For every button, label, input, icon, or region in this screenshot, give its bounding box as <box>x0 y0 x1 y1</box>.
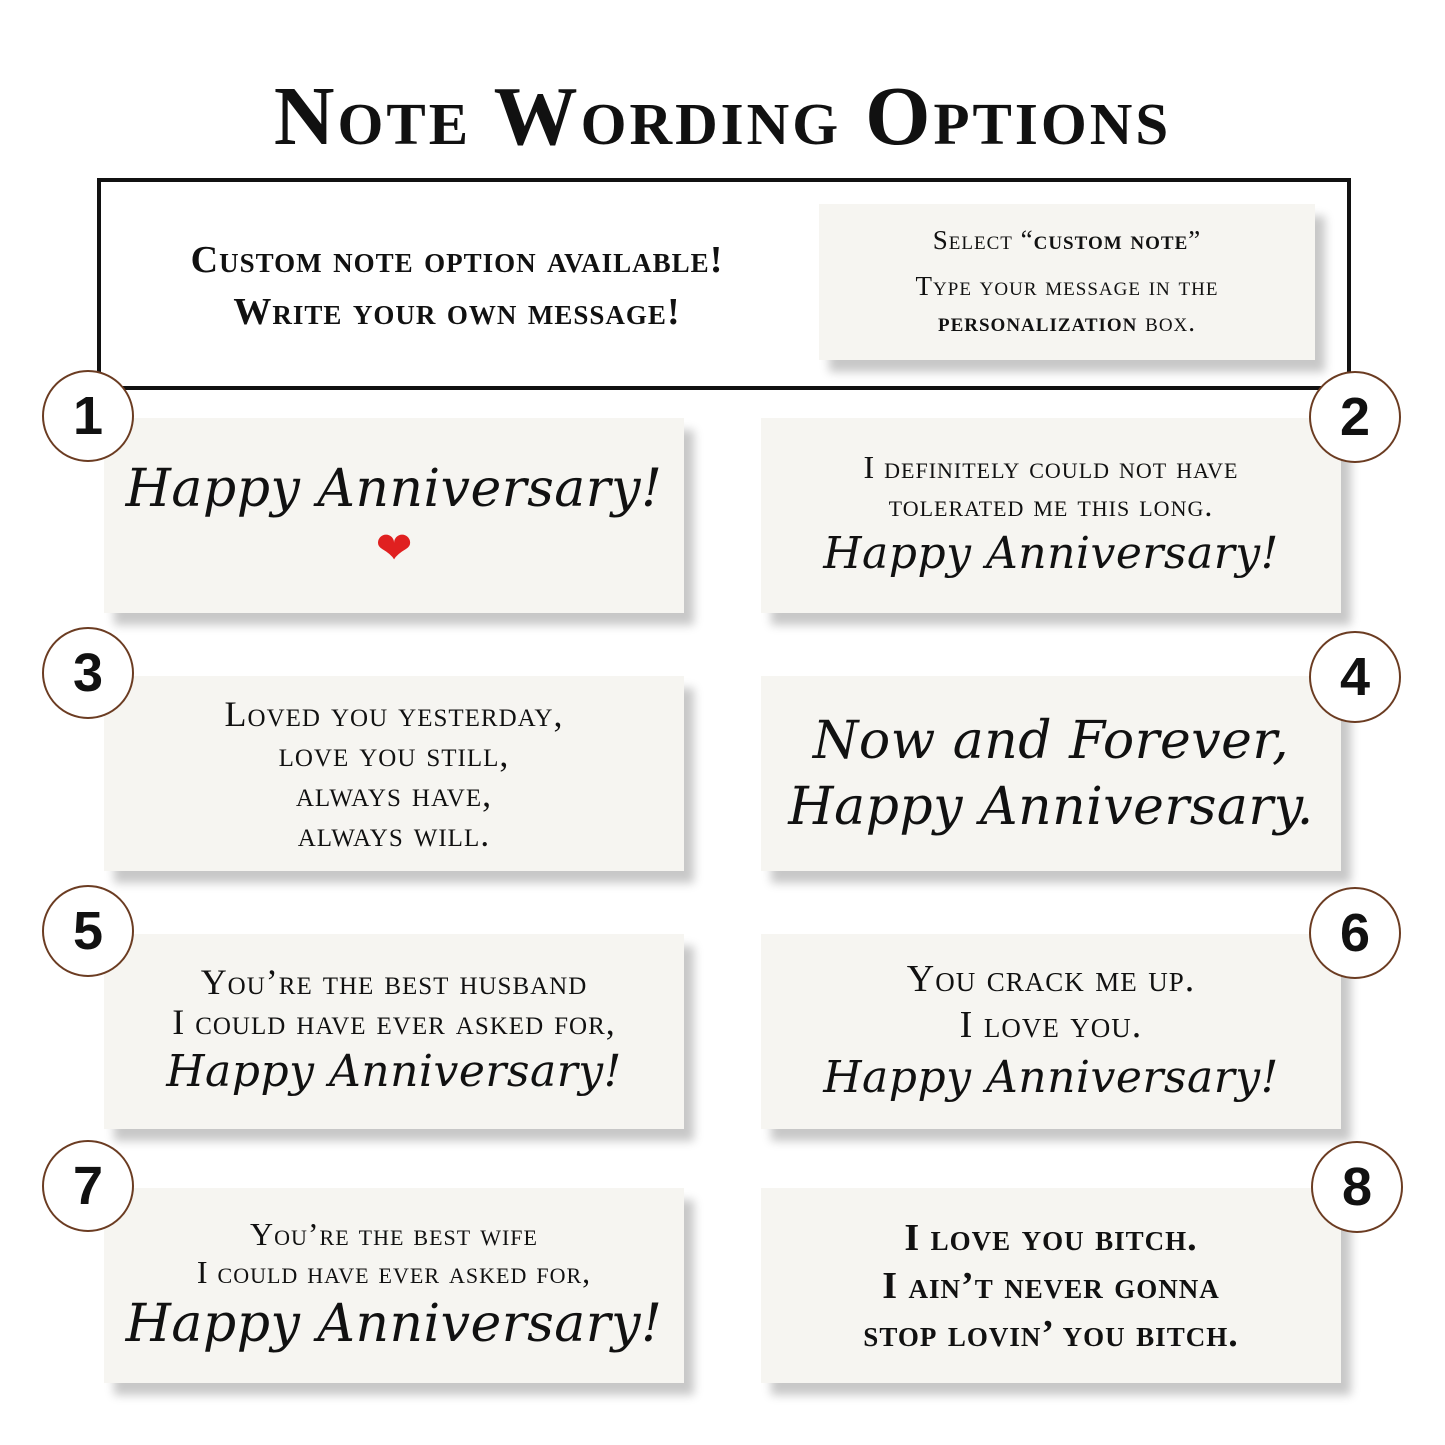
page-title: Note Wording Options <box>273 70 1172 163</box>
option-3-line-2: love you still, <box>278 733 510 774</box>
option-2-line-2: tolerated me this long. <box>888 486 1214 523</box>
custom-note-line-2: Write your own message! <box>233 291 681 333</box>
option-card-5[interactable] <box>104 934 684 1129</box>
option-card-6[interactable] <box>761 934 1341 1129</box>
option-badge-2: 2 <box>1309 371 1401 463</box>
option-6-line-2: I love you. <box>959 1003 1143 1046</box>
option-7-line-1: You’re the best wife <box>250 1215 538 1252</box>
option-8-line-3: stop lovin’ you bitch. <box>863 1312 1239 1355</box>
option-card-7[interactable] <box>104 1188 684 1383</box>
option-8-line-2: I ain’t never gonna <box>882 1264 1220 1307</box>
option-badge-6: 6 <box>1309 887 1401 979</box>
instruction-type: Type your message in the <box>915 271 1219 301</box>
option-badge-1: 1 <box>42 370 134 462</box>
option-3-line-4: always will. <box>297 813 491 854</box>
custom-note-instructions <box>819 204 1315 360</box>
instruction-select-prefix: Select “ <box>932 225 1034 255</box>
option-3-line-1: Loved you yesterday, <box>224 693 564 734</box>
option-7-line-2: I could have ever asked for, <box>196 1253 592 1290</box>
option-card-3[interactable] <box>104 676 684 871</box>
option-2-line-3: Happy Anniversary! <box>823 527 1279 579</box>
instruction-select <box>819 222 1315 258</box>
option-6-line-3: Happy Anniversary! <box>823 1051 1279 1103</box>
option-5-line-3: Happy Anniversary! <box>166 1045 622 1097</box>
option-card-8[interactable] <box>761 1188 1341 1383</box>
option-card-2[interactable] <box>761 418 1341 613</box>
option-card-4[interactable] <box>761 676 1341 871</box>
instruction-box <box>819 304 1315 340</box>
option-4-line-2: Happy Anniversary. <box>788 776 1314 837</box>
option-card-1[interactable] <box>104 418 684 613</box>
instruction-box-field: personalization <box>937 307 1138 337</box>
option-1-line-1: Happy Anniversary! <box>125 458 663 519</box>
option-badge-5: 5 <box>42 885 134 977</box>
option-badge-8: 8 <box>1311 1141 1403 1233</box>
option-3-line-3: always have, <box>295 773 493 814</box>
option-4-line-1: Now and Forever, <box>812 710 1290 771</box>
option-badge-4: 4 <box>1309 631 1401 723</box>
custom-note-callout <box>101 234 813 338</box>
option-2-line-1: I definitely could not have <box>863 448 1239 485</box>
instruction-box-suffix: box. <box>1137 307 1197 337</box>
option-8-line-1: I love you bitch. <box>904 1216 1198 1259</box>
option-6-line-1: You crack me up. <box>906 957 1196 1000</box>
instruction-select-suffix: ” <box>1188 225 1202 255</box>
option-5-line-1: You’re the best husband <box>200 961 588 1002</box>
custom-note-line-1: Custom note option available! <box>190 239 724 281</box>
option-5-line-2: I could have ever asked for, <box>172 1001 616 1042</box>
custom-note-banner <box>97 178 1351 390</box>
heart-icon: ❤ <box>375 523 413 573</box>
option-badge-3: 3 <box>42 627 134 719</box>
option-7-line-3: Happy Anniversary! <box>125 1293 663 1354</box>
instruction-select-option: custom note <box>1033 225 1189 255</box>
option-badge-7: 7 <box>42 1140 134 1232</box>
